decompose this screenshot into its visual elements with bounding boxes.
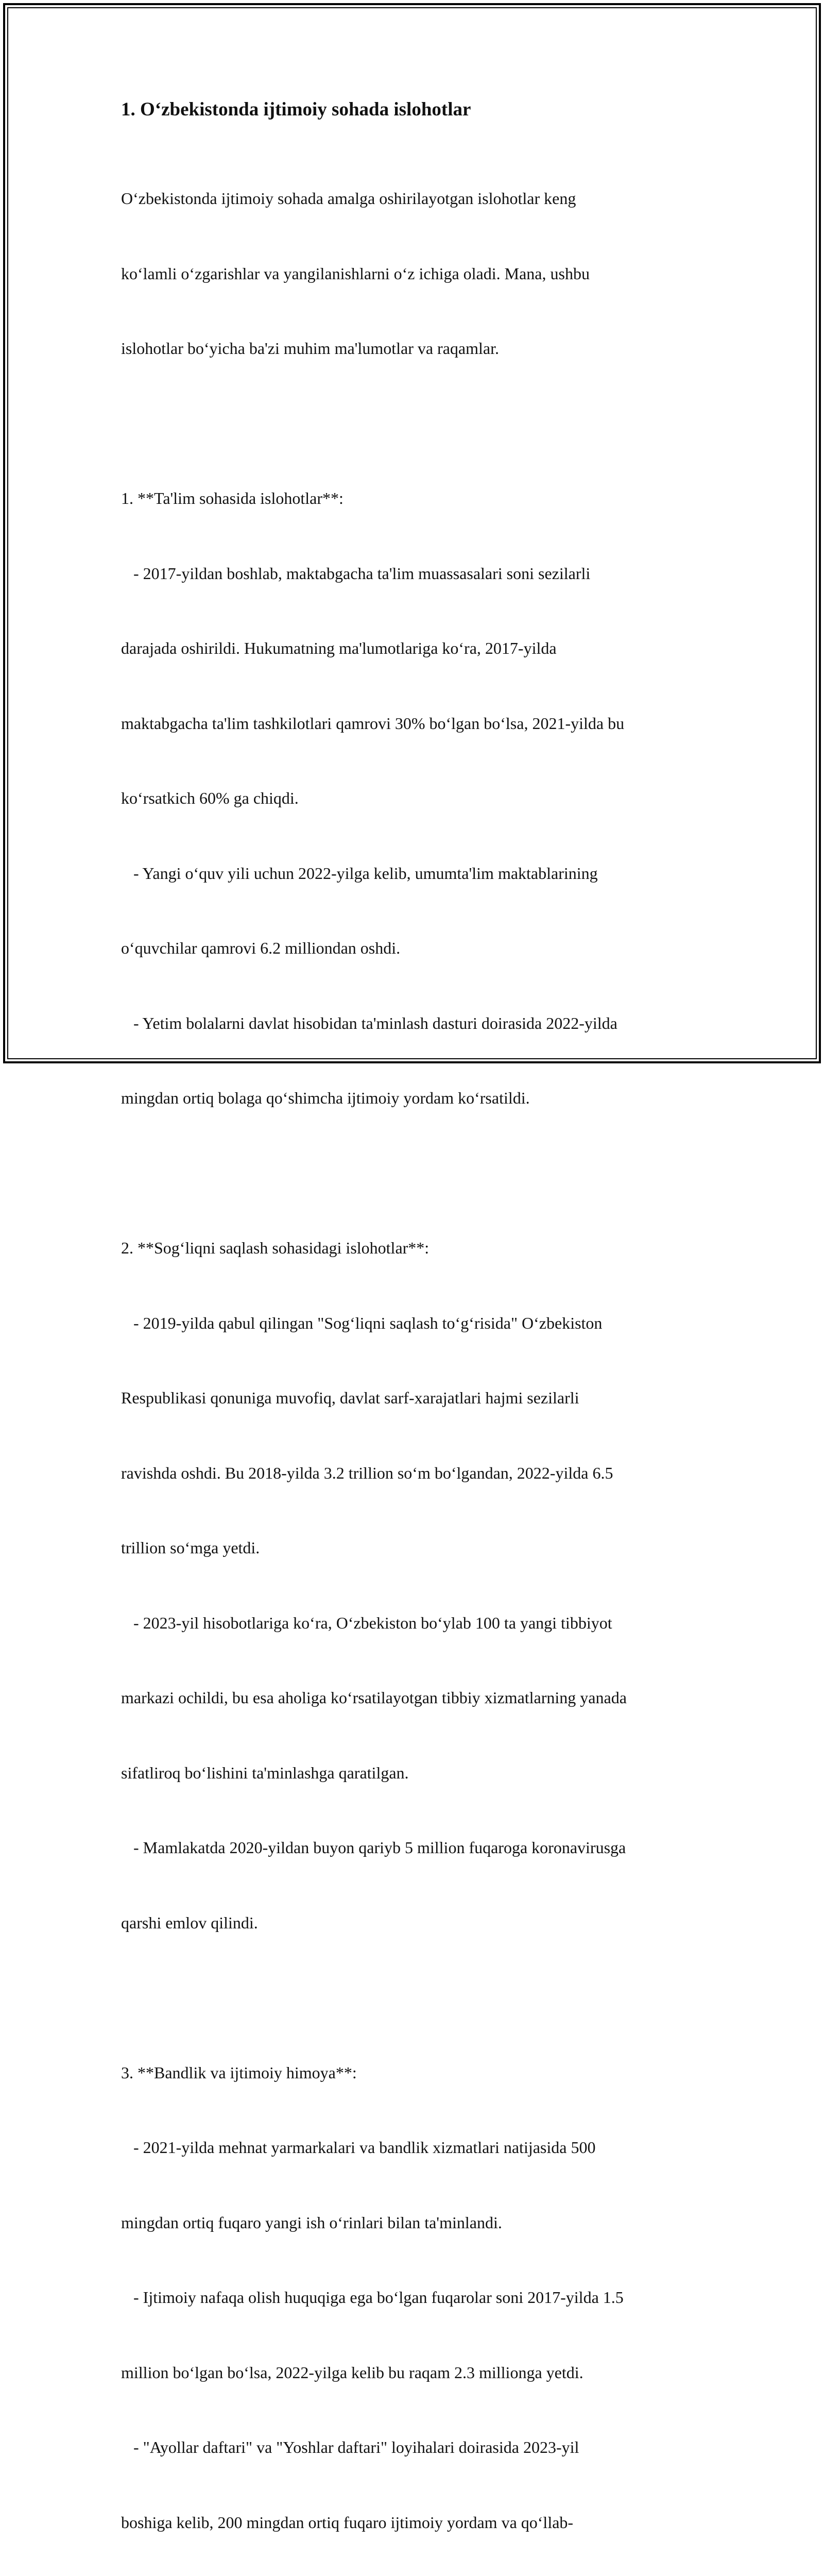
intro-line: ko‘lamli o‘zgarishlar va yangilanishlarni o‘z ichiga oladi. Mana, ushbu (121, 261, 708, 286)
section-line: maktabgacha ta'lim tashkilotlari qamrovi 30% bo‘lgan bo‘lsa, 2021-yilda bu (121, 711, 708, 736)
section-line: - Yetim bolalarni davlat hisobidan ta'minlash dasturi doirasida 2022-yilda (121, 1011, 708, 1036)
section-healthcare (121, 1185, 708, 1985)
section-education (121, 436, 708, 1161)
section-line: - "Ayollar daftari" va "Yoshlar daftari" loyihalari doirasida 2023-yil (121, 2435, 708, 2460)
section-line: mingdan ortiq fuqaro yangi ish o‘rinlari bilan ta'minlandi. (121, 2210, 708, 2235)
document-body (121, 96, 708, 2576)
section-line: - 2023-yil hisobotlariga ko‘ra, O‘zbekiston bo‘ylab 100 ta yangi tibbiyot (121, 1611, 708, 1636)
section-line: mingdan ortiq bolaga qo‘shimcha ijtimoiy yordam ko‘rsatildi. (121, 1086, 708, 1111)
section-line: million bo‘lgan bo‘lsa, 2022-yilga kelib bu raqam 2.3 millionga yetdi. (121, 2360, 708, 2385)
intro-line: O‘zbekistonda ijtimoiy sohada amalga oshirilayotgan islohotlar keng (121, 186, 708, 211)
section-line: o‘quvchilar qamrovi 6.2 milliondan oshdi. (121, 936, 708, 961)
section-heading: 1. **Ta'lim sohasida islohotlar**: (121, 486, 708, 511)
section-line: Respublikasi qonuniga muvofiq, davlat sarf-xarajatlari hajmi sezilarli (121, 1385, 708, 1411)
section-heading: 3. **Bandlik va ijtimoiy himoya**: (121, 2060, 708, 2086)
section-line: - 2017-yildan boshlab, maktabgacha ta'lim muassasalari soni sezilarli (121, 561, 708, 586)
section-line: - 2021-yilda mehnat yarmarkalari va bandlik xizmatlari natijasida 500 (121, 2135, 708, 2160)
section-line: trillion so‘mga yetdi. (121, 1535, 708, 1561)
intro-line: islohotlar bo‘yicha ba'zi muhim ma'lumotlar va raqamlar. (121, 336, 708, 361)
document-title: 1. O‘zbekistonda ijtimoiy sohada islohotlar (121, 96, 708, 124)
section-line: ravishda oshdi. Bu 2018-yilda 3.2 trillion so‘m bo‘lgandan, 2022-yilda 6.5 (121, 1461, 708, 1486)
section-line: - 2019-yilda qabul qilingan "Sog‘liqni saqlash to‘g‘risida" O‘zbekiston (121, 1311, 708, 1336)
section-line: markazi ochildi, bu esa aholiga ko‘rsatilayotgan tibbiy xizmatlarning yanada (121, 1685, 708, 1710)
section-line: darajada oshirildi. Hukumatning ma'lumotlariga ko‘ra, 2017-yilda (121, 636, 708, 661)
section-line: qarshi emlov qilindi. (121, 1910, 708, 1936)
section-line: ko‘rsatkich 60% ga chiqdi. (121, 786, 708, 811)
section-line: sifatliroq bo‘lishini ta'minlashga qaratilgan. (121, 1760, 708, 1786)
section-heading: 2. **Sog‘liqni saqlash sohasidagi islohotlar**: (121, 1235, 708, 1261)
section-line: - Yangi o‘quv yili uchun 2022-yilga kelib, umumta'lim maktablarining (121, 861, 708, 886)
section-line: - Ijtimoiy nafaqa olish huquqiga ega bo‘lgan fuqarolar soni 2017-yilda 1.5 (121, 2285, 708, 2310)
section-line: - Mamlakatda 2020-yildan buyon qariyb 5 million fuqaroga koronavirusga (121, 1835, 708, 1860)
intro-paragraph (121, 136, 708, 411)
section-line: boshiga kelib, 200 mingdan ortiq fuqaro ijtimoiy yordam va qo‘llab- (121, 2510, 708, 2535)
section-employment (121, 2010, 708, 2576)
